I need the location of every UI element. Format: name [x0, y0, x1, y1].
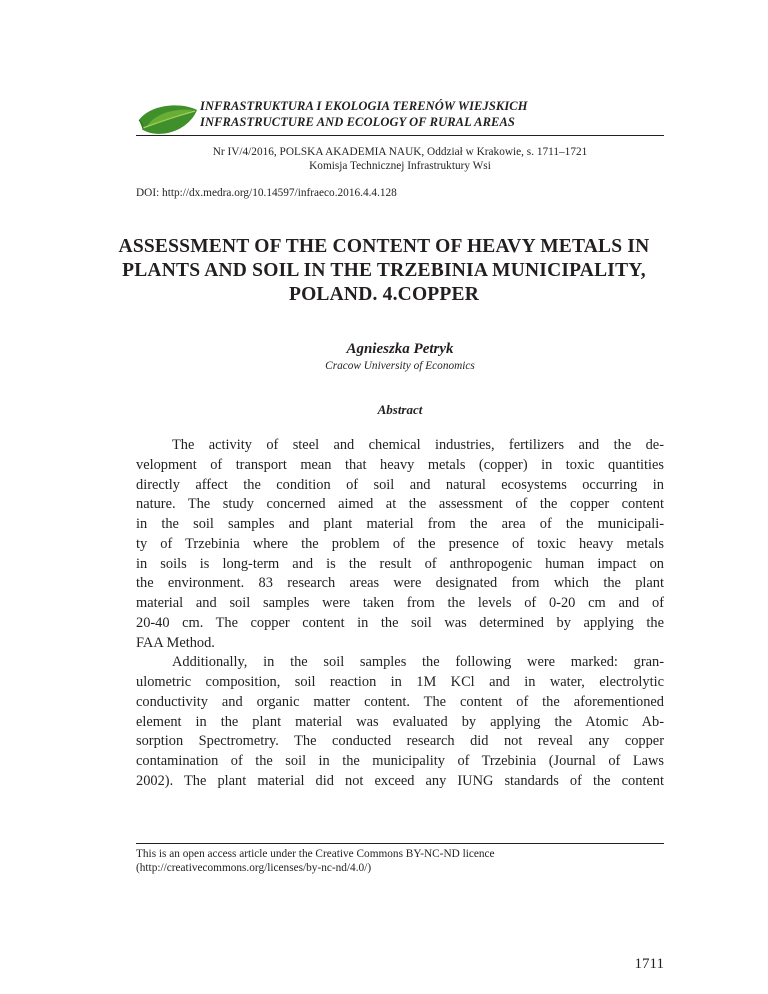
author-affiliation: Cracow University of Economics: [325, 360, 475, 372]
abstract-line: nature. The study concerned aimed at the assessment of the copper content: [136, 496, 664, 513]
abstract-line: FAA Method.: [136, 634, 215, 651]
commission-line: Komisja Technicznej Infrastruktury Wsi: [309, 160, 491, 172]
abstract-line: the environment. 83 research areas were designated from which the plant: [136, 575, 664, 592]
abstract-line: ty of Trzebinia where the problem of the presence of toxic heavy metals: [136, 535, 664, 552]
abstract-line: ulometric composition, soil reaction in 1M KCl and in water, electrolytic: [136, 674, 664, 690]
article-title: [100, 235, 668, 307]
issue-line: Nr IV/4/2016, POLSKA AKADEMIA NAUK, Oddział w Krakowie, s. 1711–1721: [212, 146, 588, 158]
footnote-rule: [136, 843, 664, 844]
abstract-line: in the soil samples and plant material from the area of the municipali-: [136, 516, 664, 532]
journal-title-en: INFRASTRUCTURE AND ECOLOGY OF RURAL AREAS: [200, 115, 515, 129]
abstract-line: in soils is long-term and is the result of anthropogenic human impact on: [136, 555, 664, 572]
license-url[interactable]: (http://creativecommons.org/licenses/by-nc-nd/4.0/): [136, 862, 372, 874]
abstract-line: sorption Spectrometry. The conducted research did not reveal any copper: [136, 733, 664, 750]
abstract-line: Additionally, in the soil samples the following were marked: gran-: [172, 654, 664, 671]
leaf-icon: [137, 100, 199, 140]
abstract-line: The activity of steel and chemical industries, fertilizers and the de-: [172, 437, 664, 453]
author-name: Agnieszka Petryk: [346, 341, 454, 357]
page-number: 1711: [634, 956, 664, 972]
abstract-line: directly affect the condition of soil and natural ecosystems occurring in: [136, 476, 664, 493]
header-rule: [136, 135, 664, 136]
abstract-line: contamination of the soil in the municipality of Trzebinia (Journal of Laws: [136, 753, 664, 769]
abstract-line: conductivity and organic matter content. The content of the aforementioned: [136, 693, 664, 710]
abstract-heading: Abstract: [377, 402, 423, 417]
journal-title-pl: INFRASTRUKTURA I EKOLOGIA TERENÓW WIEJSKICH: [200, 99, 528, 113]
abstract-body: [136, 436, 664, 792]
abstract-line: velopment of transport mean that heavy metals (copper) in toxic quantities: [136, 456, 664, 473]
abstract-line: material and soil samples were taken from the levels of 0-20 cm and of: [136, 595, 664, 611]
title-line: ASSESSMENT OF THE CONTENT OF HEAVY METALS IN: [118, 236, 650, 257]
title-line: POLAND. 4.COPPER: [288, 284, 480, 305]
abstract-line: 20-40 cm. The copper content in the soil was determined by applying the: [136, 614, 664, 631]
license-line: This is an open access article under the Creative Commons BY-NC-ND licence: [136, 848, 495, 860]
abstract-line: 2002). The plant material did not exceed any IUNG standards of the content: [136, 772, 664, 789]
title-line: PLANTS AND SOIL IN THE TRZEBINIA MUNICIPALITY,: [122, 260, 646, 281]
doi-link[interactable]: DOI: http://dx.medra.org/10.14597/infraeco.2016.4.4.128: [136, 187, 397, 199]
abstract-line: element in the plant material was evaluated by applying the Atomic Ab-: [136, 713, 664, 730]
